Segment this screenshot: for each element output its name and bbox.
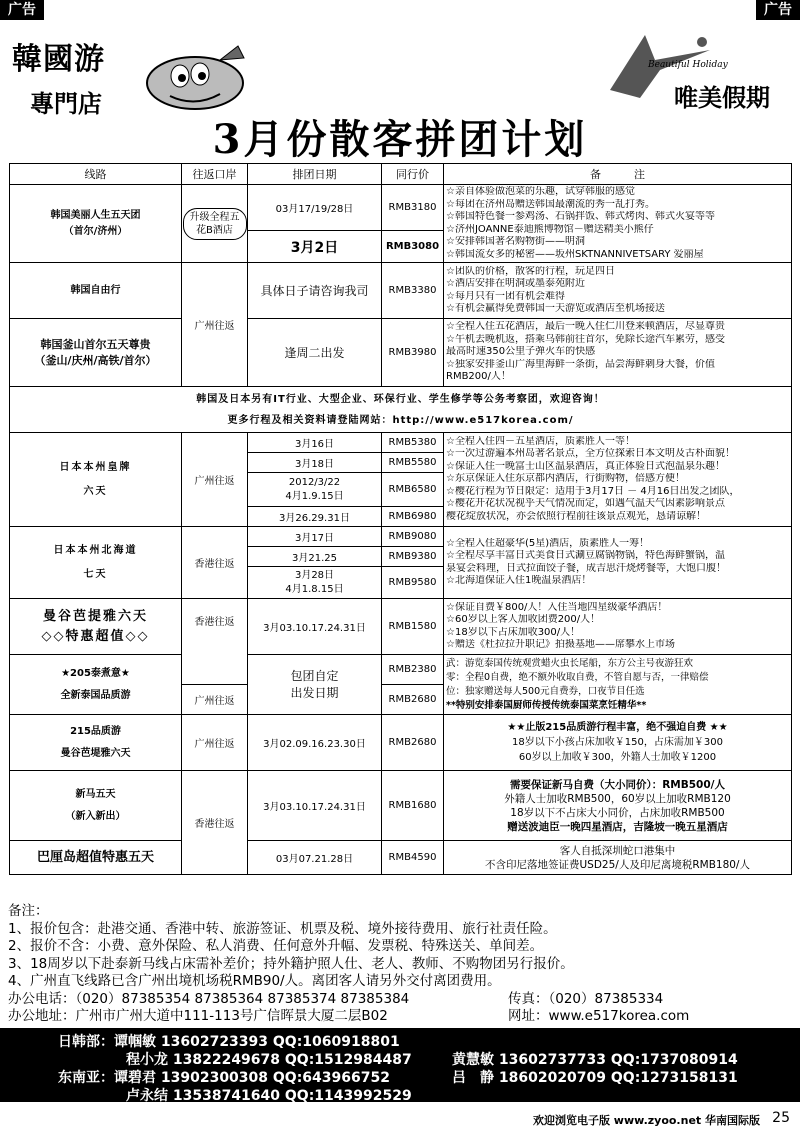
notes-sgmy [444,771,792,841]
footnote-item: 1、报价包含：赴港交通、香港中转、旅游签证、机票及税、境外接待费用、旅行社责任险。 [8,920,557,937]
price-cell: RMB2380 [382,655,444,685]
date-cell: 03月17/19/28日 [248,185,382,231]
bottom-bar [0,1108,800,1133]
date-cell: 3月26.29.31日 [248,507,382,527]
route-japan-1 [10,433,182,527]
price-cell: RMB2680 [382,715,444,771]
note-line: ☆一次过游遍本州岛著名景点，全方位探索日本文明及古朴面貌！ [446,448,735,460]
route-line: 日本本州皇牌 [59,461,132,473]
route-line: ◇◇特惠超值◇◇ [41,628,150,644]
route-line: ★205泰煮意★ [61,667,130,679]
table-row [10,185,792,231]
page-number: 25 [772,1110,790,1126]
table-row [10,263,792,319]
route-korea-free: 韩国自由行 [10,263,182,319]
route-thai-3 [10,715,182,771]
header-price: 同行价 [382,164,444,185]
port-cell: 广州往返 [182,715,248,771]
contact-line: 东南亚：谭碧君 13902300308 QQ:643966752 [58,1070,390,1086]
price-cell: RMB5580 [382,453,444,473]
note-line: 武：游览泰国传统观赏蜡火虫长尾船，东方公主号夜游狂欢 [446,657,694,669]
left-logo-line1: 韓國游 [12,42,105,77]
note-line: ☆韩国特色餐一参鸡汤、石锅拌饭、韩式烤肉、韩式火宴等等 [446,211,715,222]
port-cell: 香港往返 [182,599,248,685]
note-line: ☆樱花开花状况视乎天气情况而定，如遇气温天气因素影响景点 [446,498,725,510]
header-port: 往返口岸 [182,164,248,185]
note-line: **特别安排泰国厨师传授传统泰国菜烹饪精华** [446,699,647,711]
date-cell: 3月21.25 [248,547,382,567]
note-line: ☆全程入住超豪华(5星)酒店，质素胜人一筹！ [446,537,650,549]
notes-japan-1 [444,433,792,527]
note-line: 樱花绽放状况，亦会依照行程前往该景点观光，恳请谅解！ [446,510,706,522]
route-line: 新马五天 [75,788,116,800]
notes-thai-2 [444,655,792,715]
price-cell: RMB9580 [382,567,444,599]
port-cell: 广州往返 [182,685,248,715]
port-cell: 香港往返 [182,771,248,875]
route-korea-1 [10,185,182,263]
date-cell: 3月28日 4月1.8.15日 [248,567,382,599]
note-line: 位：独家赠送每人500元自费券，口夜节目任选 [446,685,645,697]
note-line: 不含印尼落地签证费USD25/人及印尼离境税RMB180/人 [485,858,750,871]
note-line: 泉宴会料理，日式拉面饺子餐，成吉思汗烧烤餐等，大饱口腹！ [446,562,726,574]
note-line: ☆独家安排釜山广海里海鲜一条街，品尝海鲜刺身大餐，价值 [446,358,715,370]
right-logo-text: 唯美假期 [674,84,770,112]
date-cell: 03月07.21.28日 [248,841,382,875]
note-line: ☆午机去晚机返，搭乘乌韩前往首尔，免除长途汽车累劳，感受 [446,333,725,345]
note-line: ☆全程入住五花酒店，最后一晚入住仁川登来顿酒店，尽显尊贵 [446,321,725,333]
table-row [10,387,792,433]
notes-korea-3 [444,319,792,387]
banner-line: 更多行程及相关资料请登陆网站：http://www.e517korea.com/ [227,414,574,426]
date-cell: 逢周二出发 [248,319,382,387]
note-line: ☆全程尽享丰富日式美食日式涮豆腐锅物锅，特色海鲜蟹锅，温 [446,550,725,561]
note-line: ☆亲自体验做泡菜的乐趣，试穿韩服的感觉 [446,186,635,197]
ad-label-left: 广告 [0,0,44,20]
price-cell: RMB3080 [382,231,444,263]
route-line: 六天 [83,485,108,497]
route-line: 全新泰国品质游 [60,689,131,701]
note-line: ★★止版215品质游行程丰富，绝不强迫自费 ★★ [507,722,728,733]
note-line: ☆东京保证入住东京都内酒店，行街购物，倍感方便！ [446,473,685,485]
right-logo-script: Beautiful Holiday [648,60,728,70]
table-row [10,841,792,875]
notes-thai-3 [444,715,792,771]
price-cell: RMB4590 [382,841,444,875]
notes-korea-1 [444,185,792,263]
note-line: ☆赠送《杜拉拉升职记》拍摄基地——席攀水上市场 [446,639,675,650]
price-cell: RMB5380 [382,433,444,453]
upgrade-box [183,208,247,240]
contact-line: 吕 静 18602020709 QQ:1273158131 [452,1070,738,1086]
plane-mascot-icon [140,38,250,118]
upgrade-line: 升级全程五 [189,211,240,223]
contact-line: 程小龙 13822249678 QQ:1512984487 [126,1052,412,1068]
note-line: ☆保证自费￥800/人！入住当地四星级豪华酒店！ [446,601,668,613]
route-line: 215品质游 [70,725,121,737]
route-line: （首尔/济州） [63,225,128,237]
note-line: 60岁以上加收￥300，外籍人士加收￥1200 [518,752,717,763]
route-japan-2 [10,527,182,599]
date-cell: 3月02.09.16.23.30日 [248,715,382,771]
price-cell: RMB1680 [382,771,444,841]
office-phone: 办公电话：（020）87385354 87385364 87385374 87385384 [8,990,410,1007]
route-bali: 巴厘岛超值特惠五天 [10,841,182,875]
table-row [10,599,792,655]
note-line: 客人自抵深圳蛇口港集中 [559,844,676,857]
footnote-item: 3、18周岁以下赴泰新马线占床需补差价；持外籍护照人仕、老人、教师、不购物团另行报价。 [8,955,574,972]
upgrade-line: 花B酒店 [196,224,233,236]
note-line: ☆保证入住一晚富士山区温泉酒店，真正体验日式泡温泉乐趣！ [446,460,725,472]
left-logo-line2: 專門店 [30,89,102,118]
price-cell: RMB9380 [382,547,444,567]
price-cell: RMB3180 [382,185,444,231]
date-cell: 3月17日 [248,527,382,547]
note-line: ☆酒店安排在明洞或墨泰苑附近 [446,278,585,289]
route-sgmy [10,771,182,841]
date-cell: 3月03.10.17.24.31日 [248,599,382,655]
price-cell: RMB2680 [382,685,444,715]
date-cell: 3月2日 [248,231,382,263]
footnote-item: 4、广州直飞线路已含广州出境机场税RMB90/人。离团客人请另外交付离团费用。 [8,973,501,989]
route-line: 曼谷芭提雅六天 [42,608,148,624]
header-notes: 备 注 [444,164,792,185]
date-cell: 2012/3/22 4月1.9.15日 [248,473,382,507]
price-cell: RMB3380 [382,263,444,319]
note-line: 18岁以下不占床大小同价，占床加收RMB500 [510,806,725,819]
route-line: 韩国釜山首尔五天尊贵 [40,337,151,351]
note-line: ☆团队的价格，散客的行程，玩足四日 [446,265,615,277]
left-logo [12,34,105,119]
table-header-row [10,164,792,185]
note-line: 赠送波迪臣一晚四星酒店，吉隆坡一晚五星酒店 [507,820,728,833]
price-cell: RMB9080 [382,527,444,547]
port-cell: 广州往返 [182,263,248,387]
route-line: 韩国美丽人生五天团 [50,209,141,221]
phone-row [8,991,798,1009]
price-cell: RMB6980 [382,507,444,527]
website-link[interactable]: 网址：www.e517korea.com [508,1008,690,1024]
note-line: 需要保证新马自费（大小同价）：RMB500/人 [509,778,726,791]
contact-line: 日韩部：谭帼敏 13602723393 QQ:1060918801 [58,1034,400,1050]
footnote-item: 2、报价不含：小费、意外保险、私人消费、任何意外升幅、发票税、特殊送关、单间差。 [8,938,544,954]
bottom-text: 欢迎浏览电子版 www.zyoo.net 华南国际版 [532,1114,760,1127]
note-line: 最高时速350公里子弹火车的快感 [446,346,596,358]
note-line: ☆全程入住四－五星酒店，质素胜人一等！ [446,435,635,447]
contact-line: 卢永结 13538741640 QQ:1143992529 [126,1088,412,1104]
note-line: ☆有机会赢得免费韩国一天游览或酒店至机场接送 [446,303,665,314]
route-line: 曼谷芭堤雅六天 [60,747,131,759]
route-line: 日本本州北海道 [53,544,138,556]
notes-korea-2 [444,263,792,319]
note-line: ☆每团在济州岛赠送韩国最潮流的秀一乱打秀。 [446,198,655,210]
price-cell: RMB3980 [382,319,444,387]
table-row [10,715,792,771]
header [0,20,800,163]
port-cell: 香港往返 [182,527,248,599]
table-row [10,771,792,841]
note-line: ☆60岁以上客人加收团费200/人！ [446,614,601,625]
right-logo [600,30,770,120]
office-address: 办公地址：广州市广州大道中111-113号广信晖景大厦二层B02 [8,1008,388,1024]
date-cell: 具体日子请咨询我司 [248,263,382,319]
table-row [10,319,792,387]
route-thai-1 [10,599,182,655]
tour-plan-table [9,163,792,875]
notes-japan-2 [444,527,792,599]
table-row [10,527,792,547]
note-line: ☆安排韩国著名购物街——明洞 [446,236,585,247]
date-cell: 包团自定 出发日期 [248,655,382,715]
route-line: （釜山/庆州/高铁/首尔） [34,353,157,367]
address-row [8,1008,798,1026]
note-line: ☆北海道保证入住1晚温泉酒店！ [446,575,592,586]
page-title: 3月份散客拼团计划 [212,116,588,163]
note-line: 外籍人士加收RMB500，60岁以上加收RMB120 [504,792,731,805]
date-cell: 3月03.10.17.24.31日 [248,771,382,841]
port-cell: 广州往返 [182,433,248,527]
header-dates: 排团日期 [248,164,382,185]
note-line: ☆韩国流女多的秘密——坂州SKTNANNIVETSARY 爱丽屋 [446,248,704,260]
date-cell: 3月16日 [248,433,382,453]
contacts-bar [0,1028,800,1102]
table-row [10,655,792,685]
note-line: RMB200/人！ [446,371,511,383]
notes-bali [444,841,792,875]
note-line: ☆济州JOANNE泰迪熊博物馆－赠送精美小熊仔 [446,223,654,235]
ad-label-right: 广告 [756,0,800,20]
banner-line: 韩国及日本另有IT行业、大型企业、环保行业、学生修学等公务考察团，欢迎咨询！ [196,393,605,405]
price-cell: RMB1580 [382,599,444,655]
route-korea-busan [10,319,182,387]
table-row [10,433,792,453]
port-cell [182,185,248,263]
fax: 传真：（020）87385334 [508,990,664,1007]
note-line: ☆樱花行程为节日限定：适用于3月17日 － 4月16日出发之团队， [446,485,740,497]
note-line: 零：全程0自费，绝不额外收取自费，不管自愿与否，一律赔偿 [446,671,709,683]
route-line: （新入新出） [65,810,126,822]
contact-line: 黄慧敏 13602737733 QQ:1737080914 [452,1052,738,1068]
footnotes [8,903,798,1026]
promo-banner [10,387,792,433]
date-cell: 3月18日 [248,453,382,473]
notes-thai-1 [444,599,792,655]
header-route: 线路 [10,164,182,185]
note-line: ☆每月只有一团有机会难得 [446,290,565,302]
footnotes-title: 备注： [8,903,49,919]
note-line: 18岁以下小孩占床加收￥150，占床需加￥300 [512,737,723,748]
route-thai-2 [10,655,182,715]
note-line: ☆18岁以下占床加收300/人！ [446,626,581,638]
route-line: 七天 [83,568,108,580]
price-cell: RMB6580 [382,473,444,507]
